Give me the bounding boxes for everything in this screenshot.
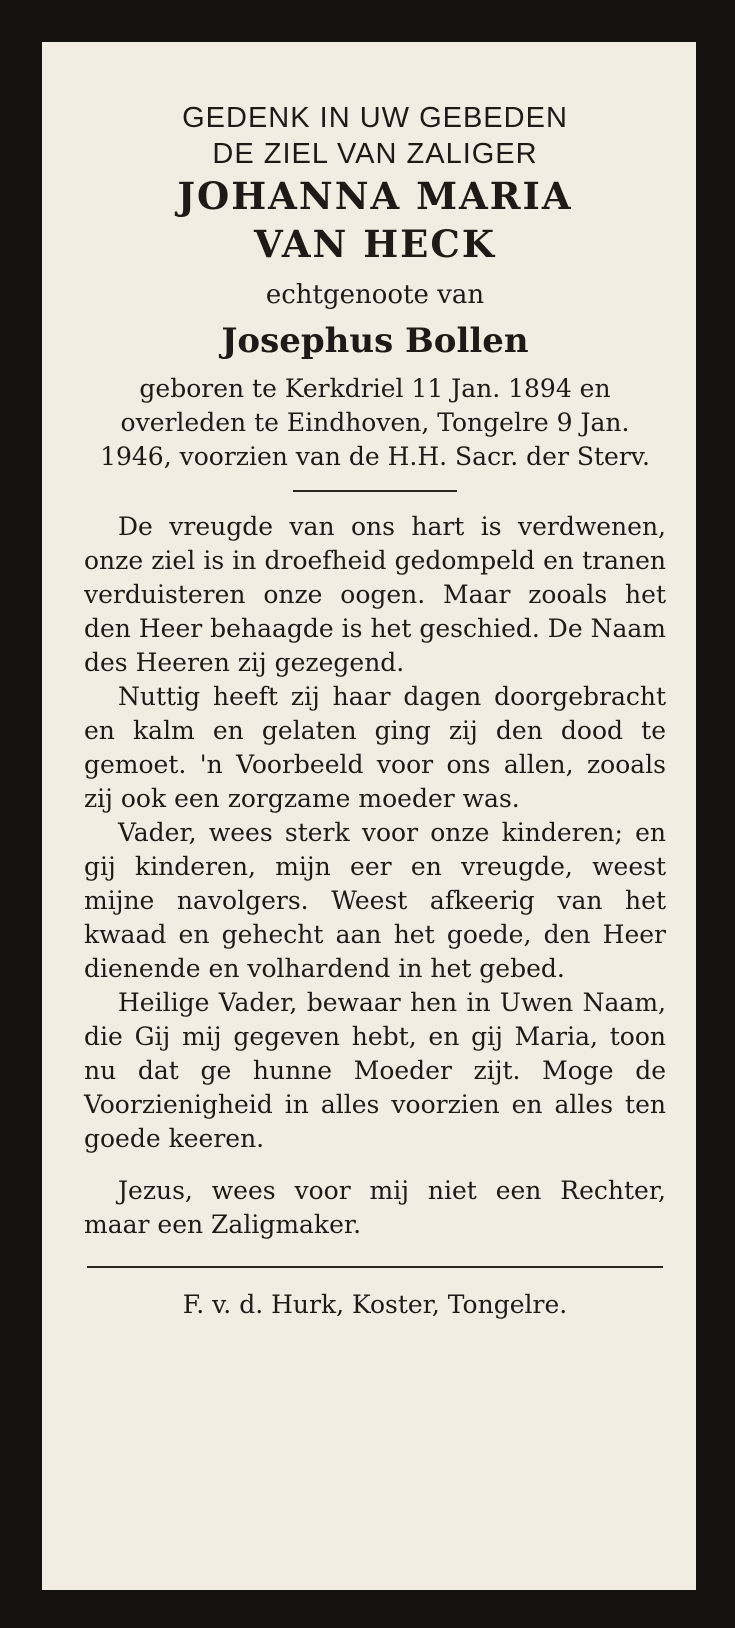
divider-long: [87, 1266, 663, 1268]
paragraph: De vreugde van ons hart is verdwenen, onze ziel is in droefheid gedompeld en tranen verduisteren onze oogen. Maar zooals het den Heer behaagde is het geschied. De Naam des Heeren zij gezegend.: [84, 512, 666, 677]
invocation-line-1: GEDENK IN UW GEBEDEN: [182, 102, 568, 134]
birth-death-text: geboren te Kerkdriel 11 Jan. 1894 en overleden te Eindhoven, Tongelre 9 Jan. 1946, voorzien van de H.H. Sacr. der Sterv.: [100, 374, 650, 471]
paragraph: Heilige Vader, bewaar hen in Uwen Naam, die Gij mij gegeven hebt, en gij Maria, toon nu dat ge hunne Moeder zijt. Moge de Voorzienigheid in alles voorzien en alles ten goede keeren.: [84, 988, 666, 1153]
closing-prayer: Jezus, wees voor mij niet een Rechter, maar een Zaligmaker.: [84, 1176, 666, 1239]
divider-short: [293, 490, 457, 492]
paragraph: Vader, wees sterk voor onze kinderen; en gij kinderen, mijn eer en vreugde, weest mijne navolgers. Weest afkeerig van het kwaad en gehecht aan het goede, den Heer dienende en volhardend in het gebed.: [84, 818, 666, 983]
memorial-card: [42, 42, 696, 1590]
memorial-text: [84, 510, 666, 1242]
paragraph: Nuttig heeft zij haar dagen doorgebracht en kalm en gelaten ging zij den dood te gemoet. 'n Voorbeeld voor ons allen, zooals zij ook een zorgzame moeder was.: [84, 682, 666, 813]
card-header: [84, 100, 666, 474]
deceased-name-line-2: VAN HECK: [253, 222, 496, 266]
deceased-name-line-1: JOHANNA MARIA: [177, 174, 573, 218]
spouse-name: Josephus Bollen: [221, 321, 529, 361]
spouse-intro: echtgenoote van: [265, 280, 485, 310]
invocation-line-2: DE ZIEL VAN ZALIGER: [212, 138, 538, 170]
printer-credit: F. v. d. Hurk, Koster, Tongelre.: [182, 1290, 568, 1319]
